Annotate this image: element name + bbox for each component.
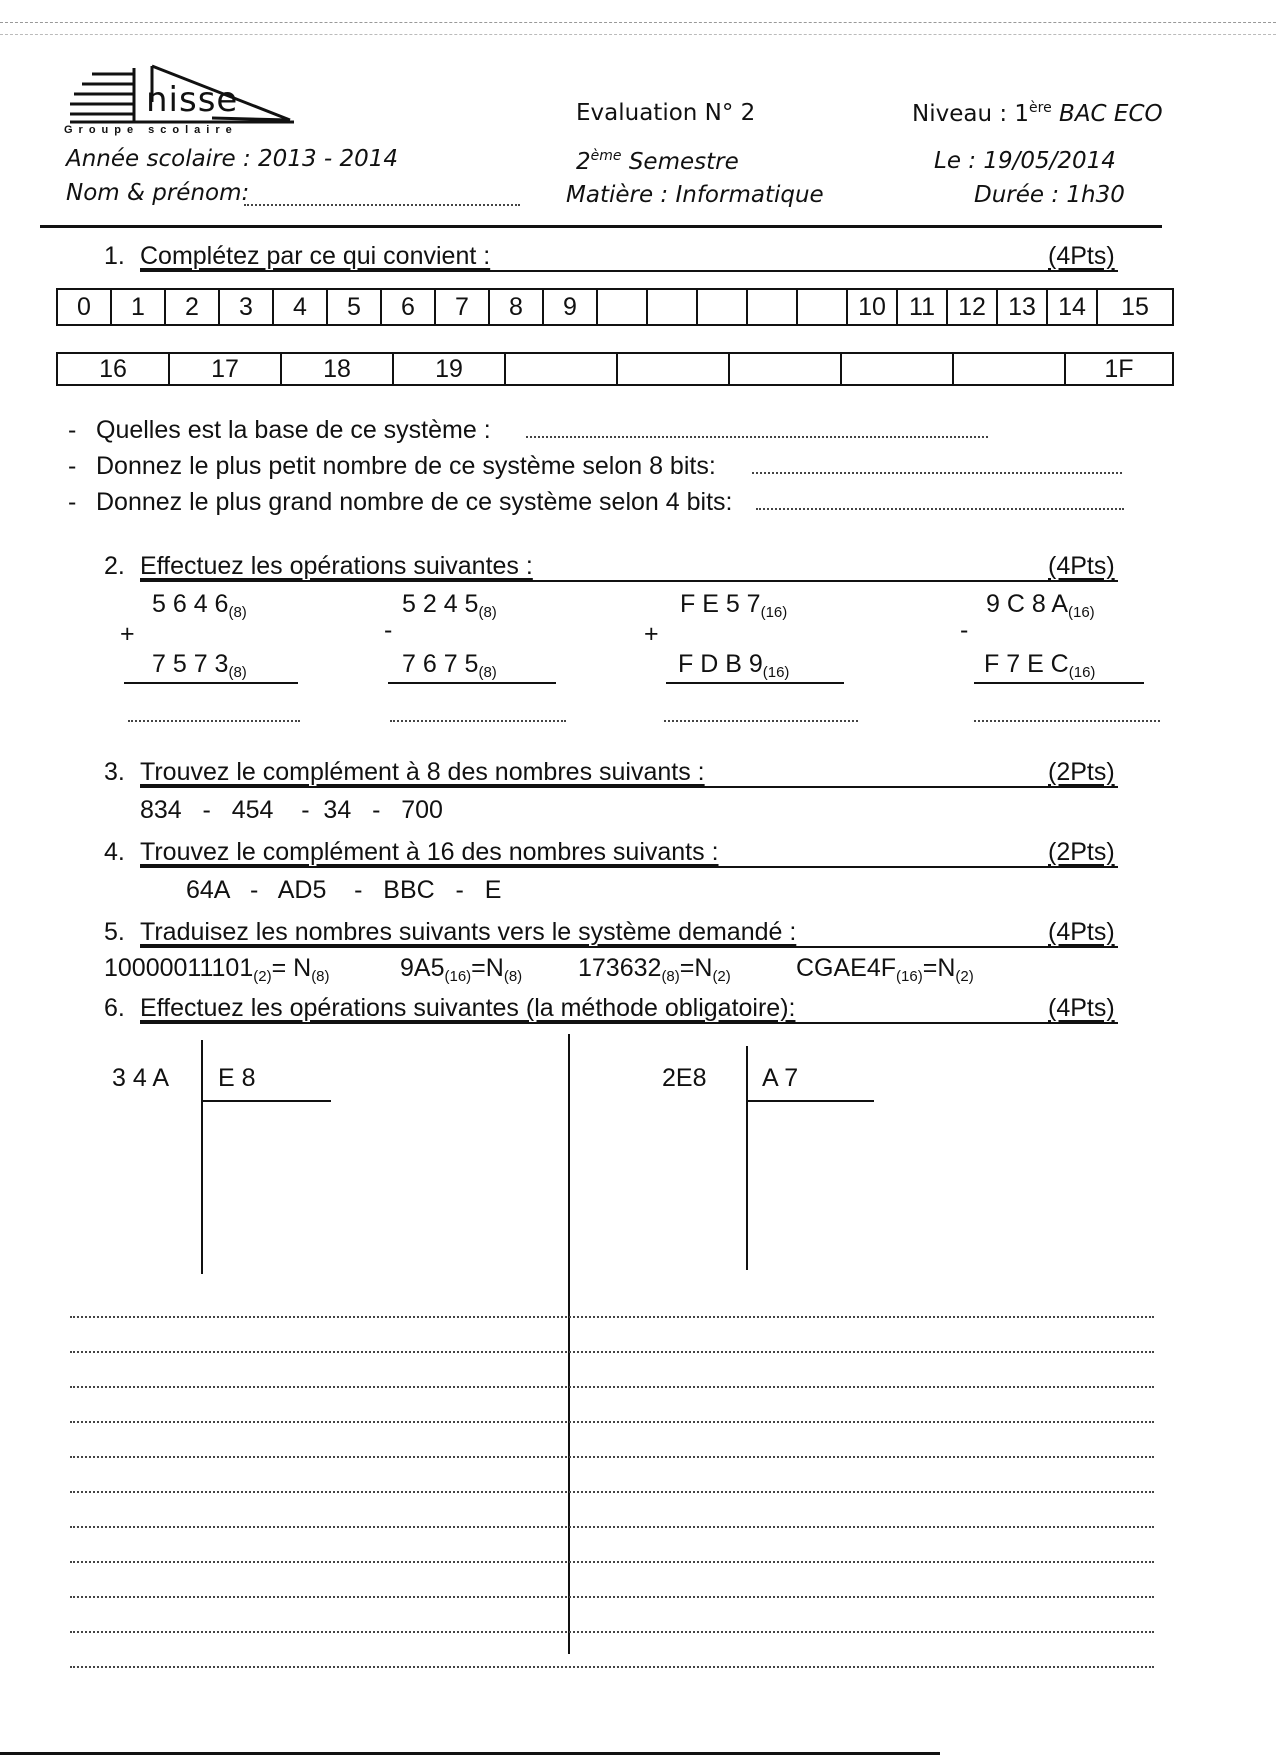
q2-title: Effectuez les opérations suivantes : [140, 552, 533, 580]
q4-title: Trouvez le complément à 16 des nombres suivants : [140, 838, 719, 866]
operand: F D B 9 [678, 650, 763, 678]
grid-cell: 5 [328, 290, 382, 324]
q6-div1-divisor: E 8 [218, 1064, 256, 1092]
operand: 9 C 8 A [986, 590, 1068, 618]
grid-cell-empty[interactable] [954, 354, 1066, 384]
q1-answer-min[interactable] [752, 472, 1122, 474]
semester-sup: ème [590, 148, 622, 164]
student-name-field[interactable] [244, 204, 520, 206]
q1-grid-row1 [56, 288, 1174, 326]
grid-cell: 15 [1121, 292, 1149, 321]
grid-cell: 12 [948, 290, 998, 324]
base: (16) [760, 604, 788, 621]
answer-line[interactable] [70, 1386, 1154, 1388]
grid-cell-empty[interactable] [798, 290, 848, 324]
q3-values: 834 - 454 - 34 - 700 [140, 796, 443, 824]
q5-item-4 [796, 954, 974, 985]
grid-cell: 9 [544, 290, 598, 324]
q5-title-underline [140, 946, 1118, 948]
number: 9A5 [400, 954, 445, 982]
operand: 7 5 7 3 [152, 650, 229, 678]
student-name-label: Nom & prénom: [66, 180, 250, 206]
q1-question-base: Quelles est la base de ce système : [96, 416, 491, 444]
answer-line[interactable] [70, 1526, 1154, 1528]
q2-op3-rule [666, 682, 844, 684]
base: (16) [762, 664, 790, 681]
q4-values: 64A - AD5 - BBC - E [186, 876, 502, 904]
grid-cell: 7 [436, 290, 490, 324]
grid-cell: 1F [1104, 354, 1134, 383]
q1-question-max: Donnez le plus grand nombre de ce système selon 4 bits: [96, 488, 733, 516]
base: (16) [1068, 664, 1096, 681]
q5-item-1 [104, 954, 330, 985]
answer-line[interactable] [70, 1316, 1154, 1318]
q2-op1-b [152, 650, 247, 681]
grid-cell-empty[interactable] [730, 354, 842, 384]
q1-question-min: Donnez le plus petit nombre de ce système selon 8 bits: [96, 452, 716, 480]
operand: 5 6 4 6 [152, 590, 229, 618]
answer-line[interactable] [70, 1456, 1154, 1458]
q3-points: (2Pts) [1048, 758, 1115, 786]
number: 173632 [578, 954, 662, 982]
q6-div2-hbar [746, 1100, 874, 1102]
answer-line[interactable] [70, 1421, 1154, 1423]
grid-cell: 11 [898, 290, 948, 324]
q4-title-underline [140, 866, 1118, 868]
q2-number: 2. [104, 552, 125, 580]
q2-op3-b [678, 650, 789, 681]
grid-cell-empty[interactable] [748, 290, 798, 324]
q1-dash: - [68, 488, 77, 516]
operand: F E 5 7 [680, 590, 761, 618]
q1-grid-row2 [56, 352, 1174, 386]
q6-title: Effectuez les opérations suivantes (la méthode obligatoire): [140, 994, 796, 1022]
q2-op2-b [402, 650, 497, 681]
base: (2) [253, 968, 272, 985]
semester-rest: Semestre [621, 149, 739, 175]
answer-line[interactable] [70, 1596, 1154, 1598]
level [912, 100, 1163, 127]
grid-cell: 17 [170, 354, 282, 384]
q1-points: (4Pts) [1048, 242, 1115, 270]
answer-line[interactable] [70, 1666, 1154, 1668]
q2-title-underline [140, 580, 1118, 582]
q2-op3-answer[interactable] [664, 720, 858, 722]
answer-line[interactable] [70, 1351, 1154, 1353]
q6-div1-hbar [201, 1100, 331, 1102]
evaluation-number: Evaluation N° 2 [576, 100, 756, 126]
grid-cell: 4 [274, 290, 328, 324]
target-base: (2) [712, 968, 731, 985]
grid-cell: 13 [998, 290, 1048, 324]
grid-cell-empty[interactable] [506, 354, 618, 384]
header-rule [40, 225, 1162, 228]
target-base: (2) [955, 968, 974, 985]
q1-dash: - [68, 416, 77, 444]
grid-cell-empty[interactable] [598, 290, 648, 324]
q5-item-3 [578, 954, 731, 985]
q3-title-underline [140, 786, 1118, 788]
grid-cell: 10 [848, 290, 898, 324]
q6-div2-dividend: 2E8 [662, 1064, 707, 1092]
operand: 7 6 7 5 [402, 650, 479, 678]
q1-dash: - [68, 452, 77, 480]
equals: =N [922, 954, 956, 982]
q5-number: 5. [104, 918, 125, 946]
q2-op1-rule [124, 682, 298, 684]
q2-op3-a [680, 590, 787, 621]
base: (8) [661, 968, 680, 985]
scan-noise-top-2 [0, 34, 1276, 35]
number: 10000011101 [104, 954, 254, 982]
base: (16) [444, 968, 472, 985]
logo-subtext: Groupe scolaire [64, 124, 238, 136]
q4-points: (2Pts) [1048, 838, 1115, 866]
number: CGAE4F [796, 954, 897, 982]
grid-cell: 3 [220, 290, 274, 324]
q2-points: (4Pts) [1048, 552, 1115, 580]
q6-title-underline [140, 1022, 1118, 1024]
grid-cell: 0 [58, 290, 112, 324]
grid-cell: 18 [282, 354, 394, 384]
exam-date: Le : 19/05/2014 [934, 148, 1116, 174]
level-post: BAC ECO [1051, 101, 1163, 127]
q1-answer-base[interactable] [526, 436, 988, 438]
semester [576, 148, 739, 175]
q2-op2-sign: - [384, 616, 393, 644]
answer-line[interactable] [70, 1631, 1154, 1633]
base: (16) [896, 968, 923, 985]
q6-number: 6. [104, 994, 125, 1022]
level-pre: Niveau : 1 [912, 101, 1030, 127]
grid-cell: 16 [58, 354, 170, 384]
grid-cell-empty[interactable] [698, 290, 748, 324]
q2-op4-a [986, 590, 1095, 621]
q5-points: (4Pts) [1048, 918, 1115, 946]
answer-line[interactable] [70, 1491, 1154, 1493]
grid-cell: 8 [490, 290, 544, 324]
q2-op1-a [152, 590, 247, 621]
answer-line[interactable] [70, 1561, 1154, 1563]
base: (8) [228, 604, 247, 621]
operand: F 7 E C [984, 650, 1069, 678]
semester-num: 2 [576, 149, 591, 175]
level-sup: ère [1029, 100, 1052, 116]
base: (8) [478, 604, 497, 621]
equals: =N [471, 954, 504, 982]
q3-number: 3. [104, 758, 125, 786]
q6-div1-vbar [201, 1040, 203, 1274]
q2-op3-sign: + [644, 620, 659, 648]
q6-div2-vbar [746, 1046, 748, 1270]
grid-cell-empty[interactable] [648, 290, 698, 324]
q5-title: Traduisez les nombres suivants vers le système demandé : [140, 918, 797, 946]
equals: = N [271, 954, 312, 982]
q6-points: (4Pts) [1048, 994, 1115, 1022]
grid-cell: 14 [1048, 290, 1098, 324]
q3-title: Trouvez le complément à 8 des nombres suivants : [140, 758, 705, 786]
school-year: Année scolaire : 2013 - 2014 [66, 146, 399, 172]
q2-op4-sign: - [960, 616, 969, 644]
q2-op2-a [402, 590, 497, 621]
grid-cell-empty[interactable] [842, 354, 954, 384]
q1-answer-max[interactable] [756, 508, 1124, 510]
scan-noise-top [0, 22, 1276, 23]
q5-item-2 [400, 954, 522, 985]
grid-cell: 1 [112, 290, 166, 324]
q2-op4-rule [974, 682, 1144, 684]
grid-cell: 6 [382, 290, 436, 324]
q1-number: 1. [104, 242, 125, 270]
q2-op4-answer[interactable] [974, 720, 1160, 722]
school-logo [62, 62, 302, 142]
subject: Matière : Informatique [566, 182, 824, 208]
target-base: (8) [311, 968, 330, 985]
q4-number: 4. [104, 838, 125, 866]
q6-div2-divisor: A 7 [762, 1064, 799, 1092]
base: (8) [228, 664, 247, 681]
q2-op1-answer[interactable] [128, 720, 300, 722]
q1-title: Complétez par ce qui convient : [140, 242, 491, 270]
q6-div1-dividend: 3 4 A [112, 1064, 169, 1092]
q2-op1-sign: + [120, 620, 135, 648]
equals: =N [679, 954, 713, 982]
base: (8) [478, 664, 497, 681]
grid-cell-empty[interactable] [618, 354, 730, 384]
footer-rule [0, 1752, 940, 1755]
q1-title-underline [140, 270, 1118, 272]
q2-op4-b [984, 650, 1095, 681]
grid-cell: 19 [394, 354, 506, 384]
q2-op2-rule [388, 682, 556, 684]
target-base: (8) [503, 968, 523, 985]
operand: 5 2 4 5 [402, 590, 479, 618]
q2-op2-answer[interactable] [390, 720, 566, 722]
grid-cell: 2 [166, 290, 220, 324]
logo-text: nisse [146, 80, 239, 120]
duration: Durée : 1h30 [974, 182, 1125, 208]
base: (16) [1068, 604, 1095, 621]
